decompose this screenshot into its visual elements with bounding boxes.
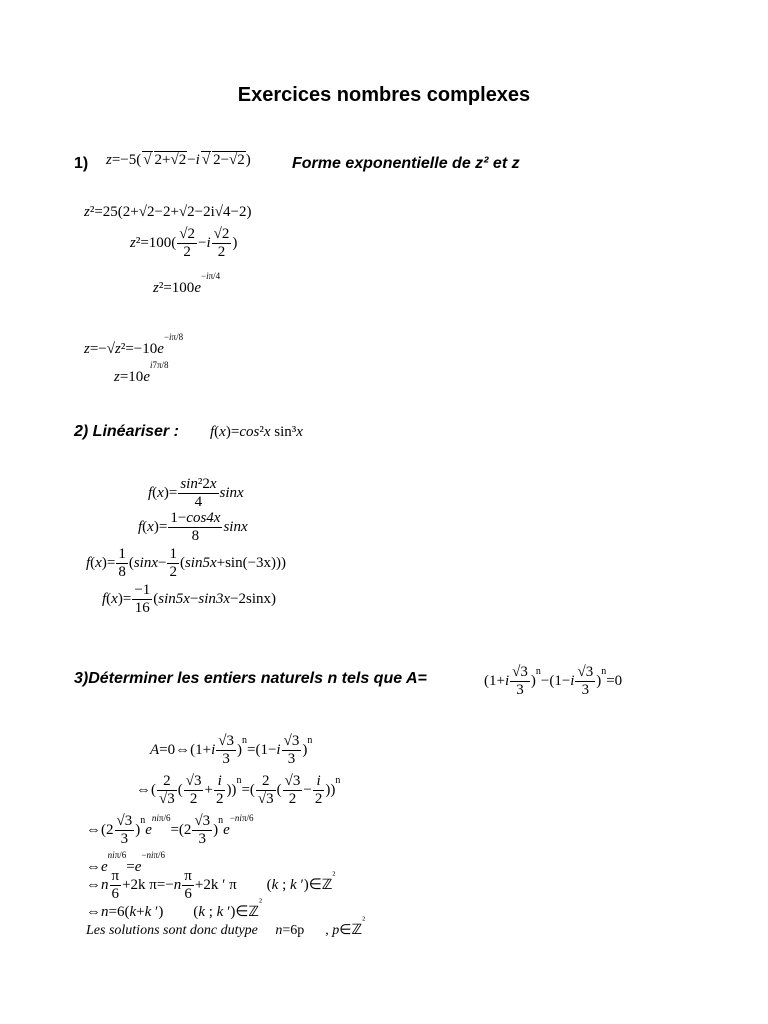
eq-1-1: z²=25(2+√2−2+√2−2i√4−2) — [84, 204, 252, 220]
eq-3-4: ⇔eniπ/6=e−niπ/6 — [86, 850, 166, 875]
eq-3-1: A=0⇔(1+i $\frac{√3}{3}$ )$^n$=(1−i $\frac{√3}{3}$ )$^n$ — [150, 733, 313, 768]
eq-3-6: ⇔n=6(k+k ′) (k ; k ′)∈ℤ$^{^2}$ — [86, 897, 262, 920]
section-2-equation: f(x)=cos²x sin³x — [210, 424, 303, 440]
eq-2-4: f(x)= $\frac{-1}{16}$ (sin5x−sin3x−2sinx) — [102, 582, 277, 617]
conclusion-line: Les solutions sont donc dutype n=6p , p∈ℤ$^{^2}$ — [86, 915, 366, 938]
eq-1-5: z=10ei7π/8 — [114, 360, 169, 385]
page-title: Exercices nombres complexes — [237, 84, 531, 106]
conclusion-text: Les solutions sont donc dutype — [86, 923, 258, 938]
eq-3-5: ⇔n $\frac{\pi}{6}$ +2k π=−n $\frac{\pi}{6}$ +2k ′ π (k ; k ′)∈ℤ$^{^2}$ — [86, 868, 336, 903]
eq-2-3: f(x)= $\frac{1}{8}$ (sinx− $\frac{1}{2}$ (sin5x+sin(−3x))) — [86, 546, 287, 581]
section-1-number: 1) — [74, 155, 89, 172]
eq-2-2: f(x)= $\frac{1-\cos 4x}{8}$ sinx — [138, 510, 248, 545]
eq-2-1: f(x)= $\frac{\text{sin²2x}}{4}$ sinx — [148, 476, 244, 511]
eq-1-2: z²=100( $\frac{√2}{2}$ −i $\frac{√2}{2}$ ) — [130, 226, 238, 261]
eq-1-3: z²=100e−iπ/4 — [153, 271, 221, 296]
section-2-label: 2) Linéariser : — [74, 423, 179, 440]
section-3-label: 3)Déterminer les entiers naturels n tels que A= — [74, 670, 427, 687]
eq-3-2: ⇔( $\frac{2}{√3}$ ( $\frac{√3}{2}$ + $\frac{i}{2}$ ))$^n$=( $\frac{2}{√3}$ ( $\frac{√3}{2}$ − $\frac{i}{2}$ ))$^n$ — [136, 773, 341, 808]
eq-3-3: ⇔(2 $\frac{√3}{3}$ )$^n$eniπ/6=(2 $\frac{√3}{3}$ )$^n$e−niπ/6 — [86, 813, 254, 848]
section-3-equation: (1+i $\frac{√3}{3}$ )$^n$−(1−i $\frac{√3}{3}$ )$^n$=0 — [484, 664, 623, 699]
section-1-equation: z=−5( √ 2+√2−i √ 2−√2) — [106, 152, 251, 168]
eq-1-4: z=−√z²=−10e−iπ/8 — [84, 332, 184, 357]
section-1-label: Forme exponentielle de z² et z — [292, 155, 520, 172]
